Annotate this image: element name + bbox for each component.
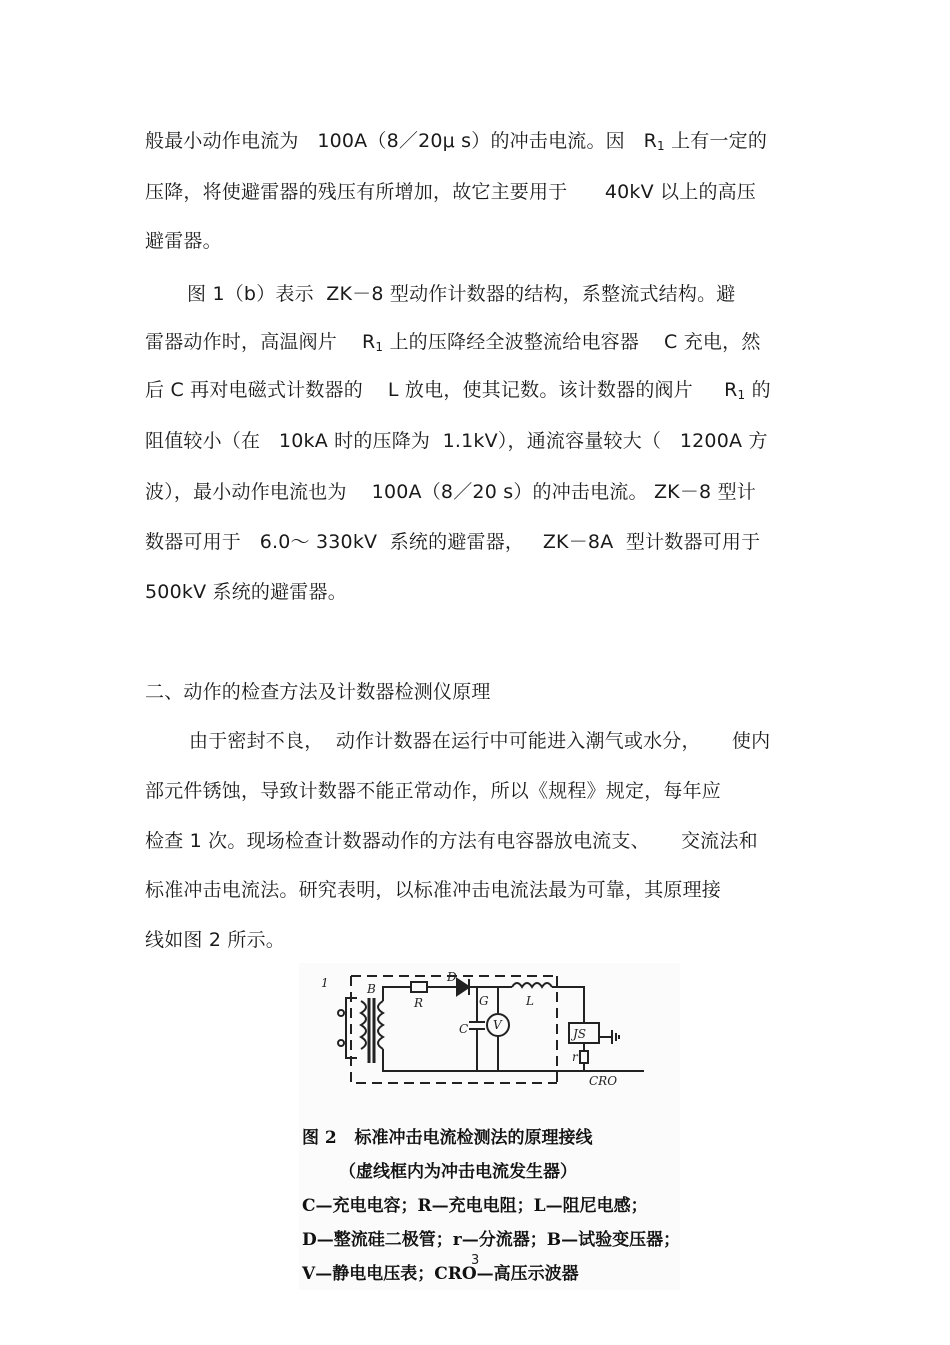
fig-label-b: B [367,982,376,996]
fig-label-r-resistor: R [414,996,424,1010]
fig-label-c: C [459,1022,469,1036]
fig-label-l: L [526,994,534,1008]
text-line-8: 波），最小动作电流也为 100A（8／20 s）的冲击电流。 ZK－8 型计 [145,481,756,503]
fig-label-d: D [447,970,457,984]
text-line-10: 500kV 系统的避雷器。 [145,581,347,603]
text-line-3: 避雷器。 [145,230,222,252]
fig-label-cro: CRO [589,1074,618,1088]
text-line-2: 压降，将使避雷器的残压有所增加，故它主要用于 40kV 以上的高压 [145,181,757,203]
figure-legend-2: D—整流硅二极管；r—分流器；B—试验变压器； [302,1230,680,1250]
figure-caption-title: 图 2 标准冲击电流检测法的原理接线 [302,1128,593,1148]
section-line-4: 标准冲击电流法。研究表明，以标准冲击电流法最为可靠，其原理接 [145,879,722,901]
text-line-9: 数器可用于 6.0～ 330kV 系统的避雷器， ZK－8A 型计数器可用于 [145,531,761,553]
text-line-6: 后 C 再对电磁式计数器的 L 放电，使其记数。该计数器的阀片 $R_1$ 的 [145,379,771,402]
fig-label-r-shunt: r [572,1050,578,1064]
page-number: 3 [471,1253,480,1268]
figure-caption-subtitle: （虚线框内为冲击电流发生器） [339,1162,577,1182]
text-line-4: 图 1（b）表示 ZK－8 型动作计数器的结构，系整流式结构。避 [187,283,736,305]
fig-label-js: JS [573,1027,587,1041]
text-line-5: 雷器动作时，高温阀片 $R_1$ 上的压降经全波整流给电容器 C 充电，然 [145,331,761,354]
fig-label-1: 1 [321,976,329,990]
section-line-3: 检查 1 次。现场检查计数器动作的方法有电容器放电流支、 交流法和 [145,830,758,852]
section-line-2: 部元件锈蚀，导致计数器不能正常动作，所以《规程》规定，每年应 [145,780,722,802]
text-line-7: 阻值较小（在 10kA 时的压降为 1.1kV），通流容量较大（ 1200A 方 [145,430,768,452]
figure-2 [299,963,680,1290]
figure-legend-1: C—充电电容；R—充电电阻；L—阻尼电感； [302,1196,648,1216]
section-heading: 二、动作的检查方法及计数器检测仪原理 [145,681,491,703]
circuit-diagram [299,963,680,1123]
fig-label-v: V [493,1018,502,1032]
fig-label-g: G [479,994,489,1008]
figure-legend-3: V—静电电压表；CRO—高压示波器 [302,1264,579,1284]
section-line-5: 线如图 2 所示。 [145,929,285,951]
section-line-1: 由于密封不良， 动作计数器在运行中可能进入潮气或水分， 使内 [189,730,771,752]
text-line-1: 般最小动作电流为 100A（8／20μ s）的冲击电流。因 $R_1$ 上有一定的 [145,130,768,153]
